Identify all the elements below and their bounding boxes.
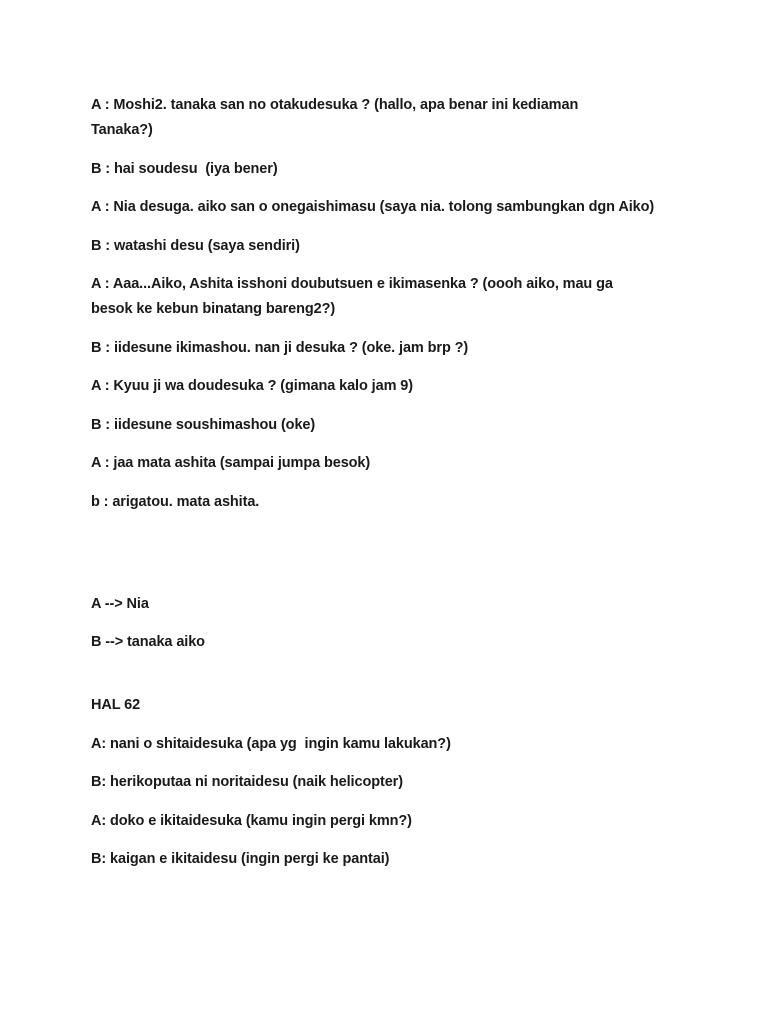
dialogue-line: B: herikoputaa ni noritaidesu (naik helicopter) xyxy=(91,774,403,790)
role-line: A --> Nia xyxy=(91,595,149,612)
dialogue-line: A : Moshi2. tanaka san no otakudesuka ? (hallo, apa benar ini kediaman Tanaka?) xyxy=(91,97,583,138)
dialogue-line: A : Aaa...Aiko, Ashita isshoni doubutsuen e ikimasenka ? (oooh aiko, mau ga besok ke kebun binatang bareng2?) xyxy=(91,276,617,317)
dialogue-line: B : hai soudesu (iya bener) xyxy=(91,160,278,177)
dialogue-line: A : Nia desuga. aiko san o onegaishimasu (saya nia. tolong sambungkan dgn Aiko) xyxy=(91,199,655,215)
dialogue-line: B : iidesune ikimashou. nan ji desuka ? (oke. jam brp ?) xyxy=(91,339,469,356)
role-legend xyxy=(91,592,651,656)
dialogue-line: b : arigatou. mata ashita. xyxy=(91,493,260,510)
dialogue-2 xyxy=(91,732,651,873)
dialogue-line: B : iidesune soushimashou (oke) xyxy=(91,416,316,433)
dialogue-line: A: doko e ikitaidesuka (kamu ingin pergi kmn?) xyxy=(91,812,412,829)
dialogue-line: B : watashi desu (saya sendiri) xyxy=(91,237,300,254)
role-line: B --> tanaka aiko xyxy=(91,634,205,650)
dialogue-line: A : jaa mata ashita (sampai jumpa besok) xyxy=(91,455,371,471)
dialogue-line: A: nani o shitaidesuka (apa yg ingin kamu lakukan?) xyxy=(91,735,451,752)
document-page xyxy=(91,93,655,886)
dialogue-line: A : Kyuu ji wa doudesuka ? (gimana kalo jam 9) xyxy=(91,378,413,394)
dialogue-line: B: kaigan e ikitaidesu (ingin pergi ke pantai) xyxy=(91,851,390,867)
dialogue-1 xyxy=(91,93,655,515)
section-heading: HAL 62 xyxy=(91,697,141,713)
